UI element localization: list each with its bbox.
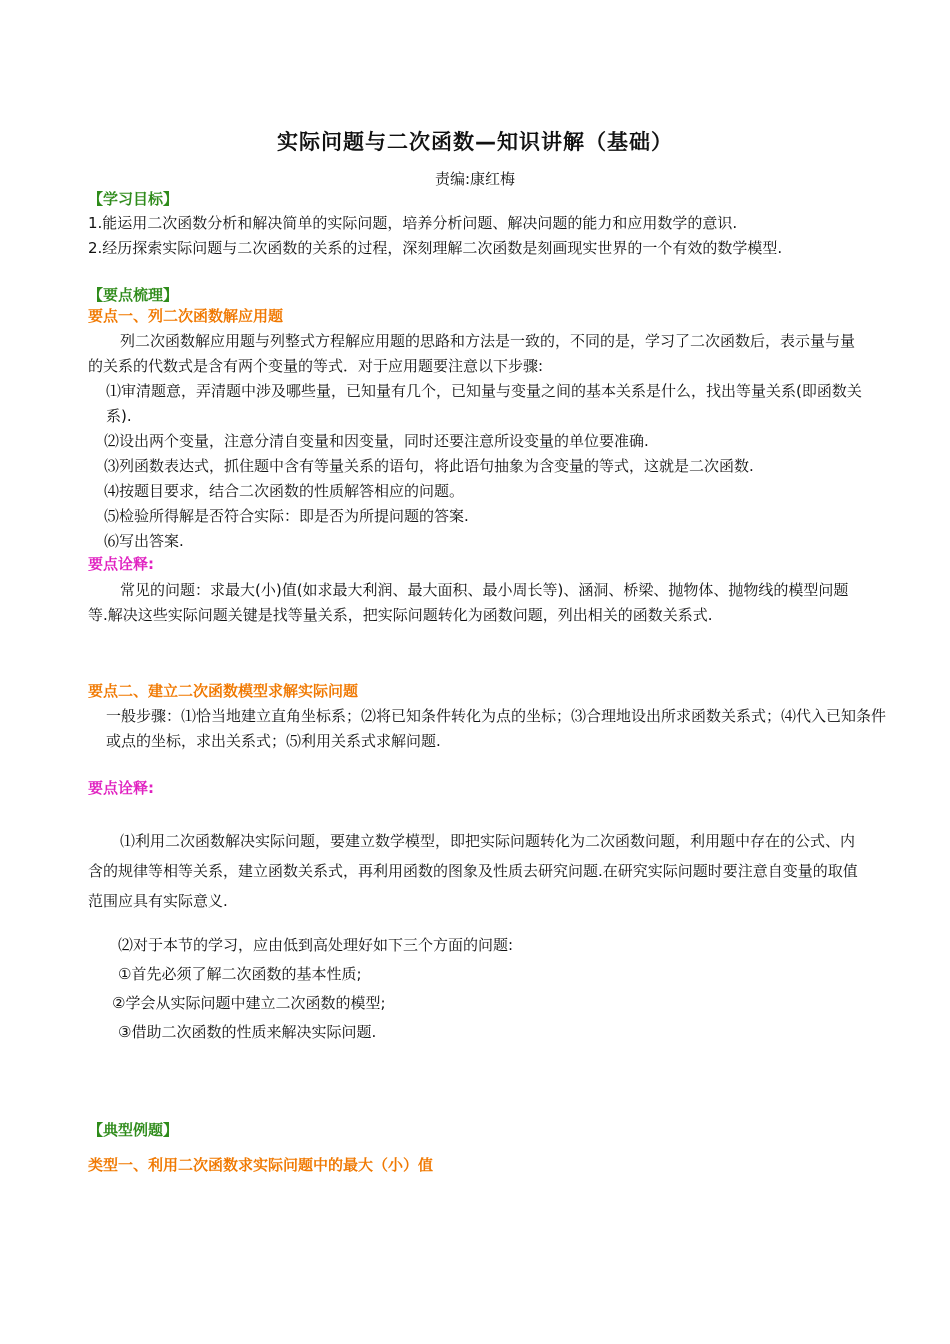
learning-goals-heading: 【学习目标】 <box>88 190 179 208</box>
point1-step-2: ⑵设出两个变量，注意分清自变量和因变量，同时还要注意所设变量的单位要准确. <box>104 432 649 450</box>
key-points-heading: 【要点梳理】 <box>88 286 179 304</box>
point1-step-3: ⑶列函数表达式，抓住题中含有等量关系的语句，将此语句抽象为含变量的等式，这就是二次函数. <box>104 457 754 475</box>
point2-steps: 一般步骤：⑴恰当地建立直角坐标系；⑵将已知条件转化为点的坐标；⑶合理地设出所求函数关系式；⑷代入已知条件或点的坐标，求出关系式；⑸利用关系式求解问题. <box>106 707 887 750</box>
learning-goal-1: 1.能运用二次函数分析和解决简单的实际问题，培养分析问题、解决问题的能力和应用数学的意识. <box>88 214 738 232</box>
point2-note-heading: 要点诠释: <box>88 779 154 797</box>
examples-heading: 【典型例题】 <box>88 1121 179 1139</box>
page-title: 实际问题与二次函数—知识讲解（基础） <box>277 130 673 154</box>
point1-step-1: ⑴审清题意，弄清题中涉及哪些量，已知量有几个，已知量与变量之间的基本关系是什么，找出等量关系(即函数关系). <box>106 382 862 425</box>
point2-heading: 要点二、建立二次函数模型求解实际问题 <box>88 682 359 700</box>
editor-line: 责编:康红梅 <box>434 170 516 188</box>
point2-sub-item-3: ③借助二次函数的性质来解决实际问题. <box>118 1023 377 1041</box>
point2-sub-item-1: ①首先必须了解二次函数的基本性质; <box>118 965 362 983</box>
point2-note-2: ⑵对于本节的学习，应由低到高处理好如下三个方面的问题: <box>118 936 514 954</box>
point1-note: 常见的问题：求最大(小)值(如求最大利润、最大面积、最小周长等)、涵洞、桥梁、抛物体、抛物线的模型问题等.解决这些实际问题关键是找等量关系，把实际问题转化为函数问题，列出相关的函数关系式. <box>88 581 849 624</box>
point1-heading: 要点一、列二次函数解应用题 <box>88 307 284 325</box>
point1-step-4: ⑷按题目要求，结合二次函数的性质解答相应的问题。 <box>104 482 465 500</box>
example-type1-heading: 类型一、利用二次函数求实际问题中的最大（小）值 <box>88 1156 434 1174</box>
point2-sub-item-2: ②学会从实际问题中建立二次函数的模型; <box>112 994 386 1012</box>
point1-step-5: ⑸检验所得解是否符合实际：即是否为所提问题的答案. <box>104 507 469 525</box>
point1-step-6: ⑹写出答案. <box>104 532 184 550</box>
point2-note-1: ⑴利用二次函数解决实际问题，要建立数学模型，即把实际问题转化为二次函数问题，利用题中存在的公式、内含的规律等相等关系，建立函数关系式，再利用函数的图象及性质去研究问题.在研究实际问题时要注意自变量的取值范围应具有实际意义. <box>88 832 858 910</box>
point1-note-heading: 要点诠释: <box>88 555 154 573</box>
learning-goal-2: 2.经历探索实际问题与二次函数的关系的过程，深刻理解二次函数是刻画现实世界的一个有效的数学模型. <box>88 239 783 257</box>
point1-intro: 列二次函数解应用题与列整式方程解应用题的思路和方法是一致的，不同的是，学习了二次函数后，表示量与量的关系的代数式是含有两个变量的等式．对于应用题要注意以下步骤: <box>88 332 856 375</box>
